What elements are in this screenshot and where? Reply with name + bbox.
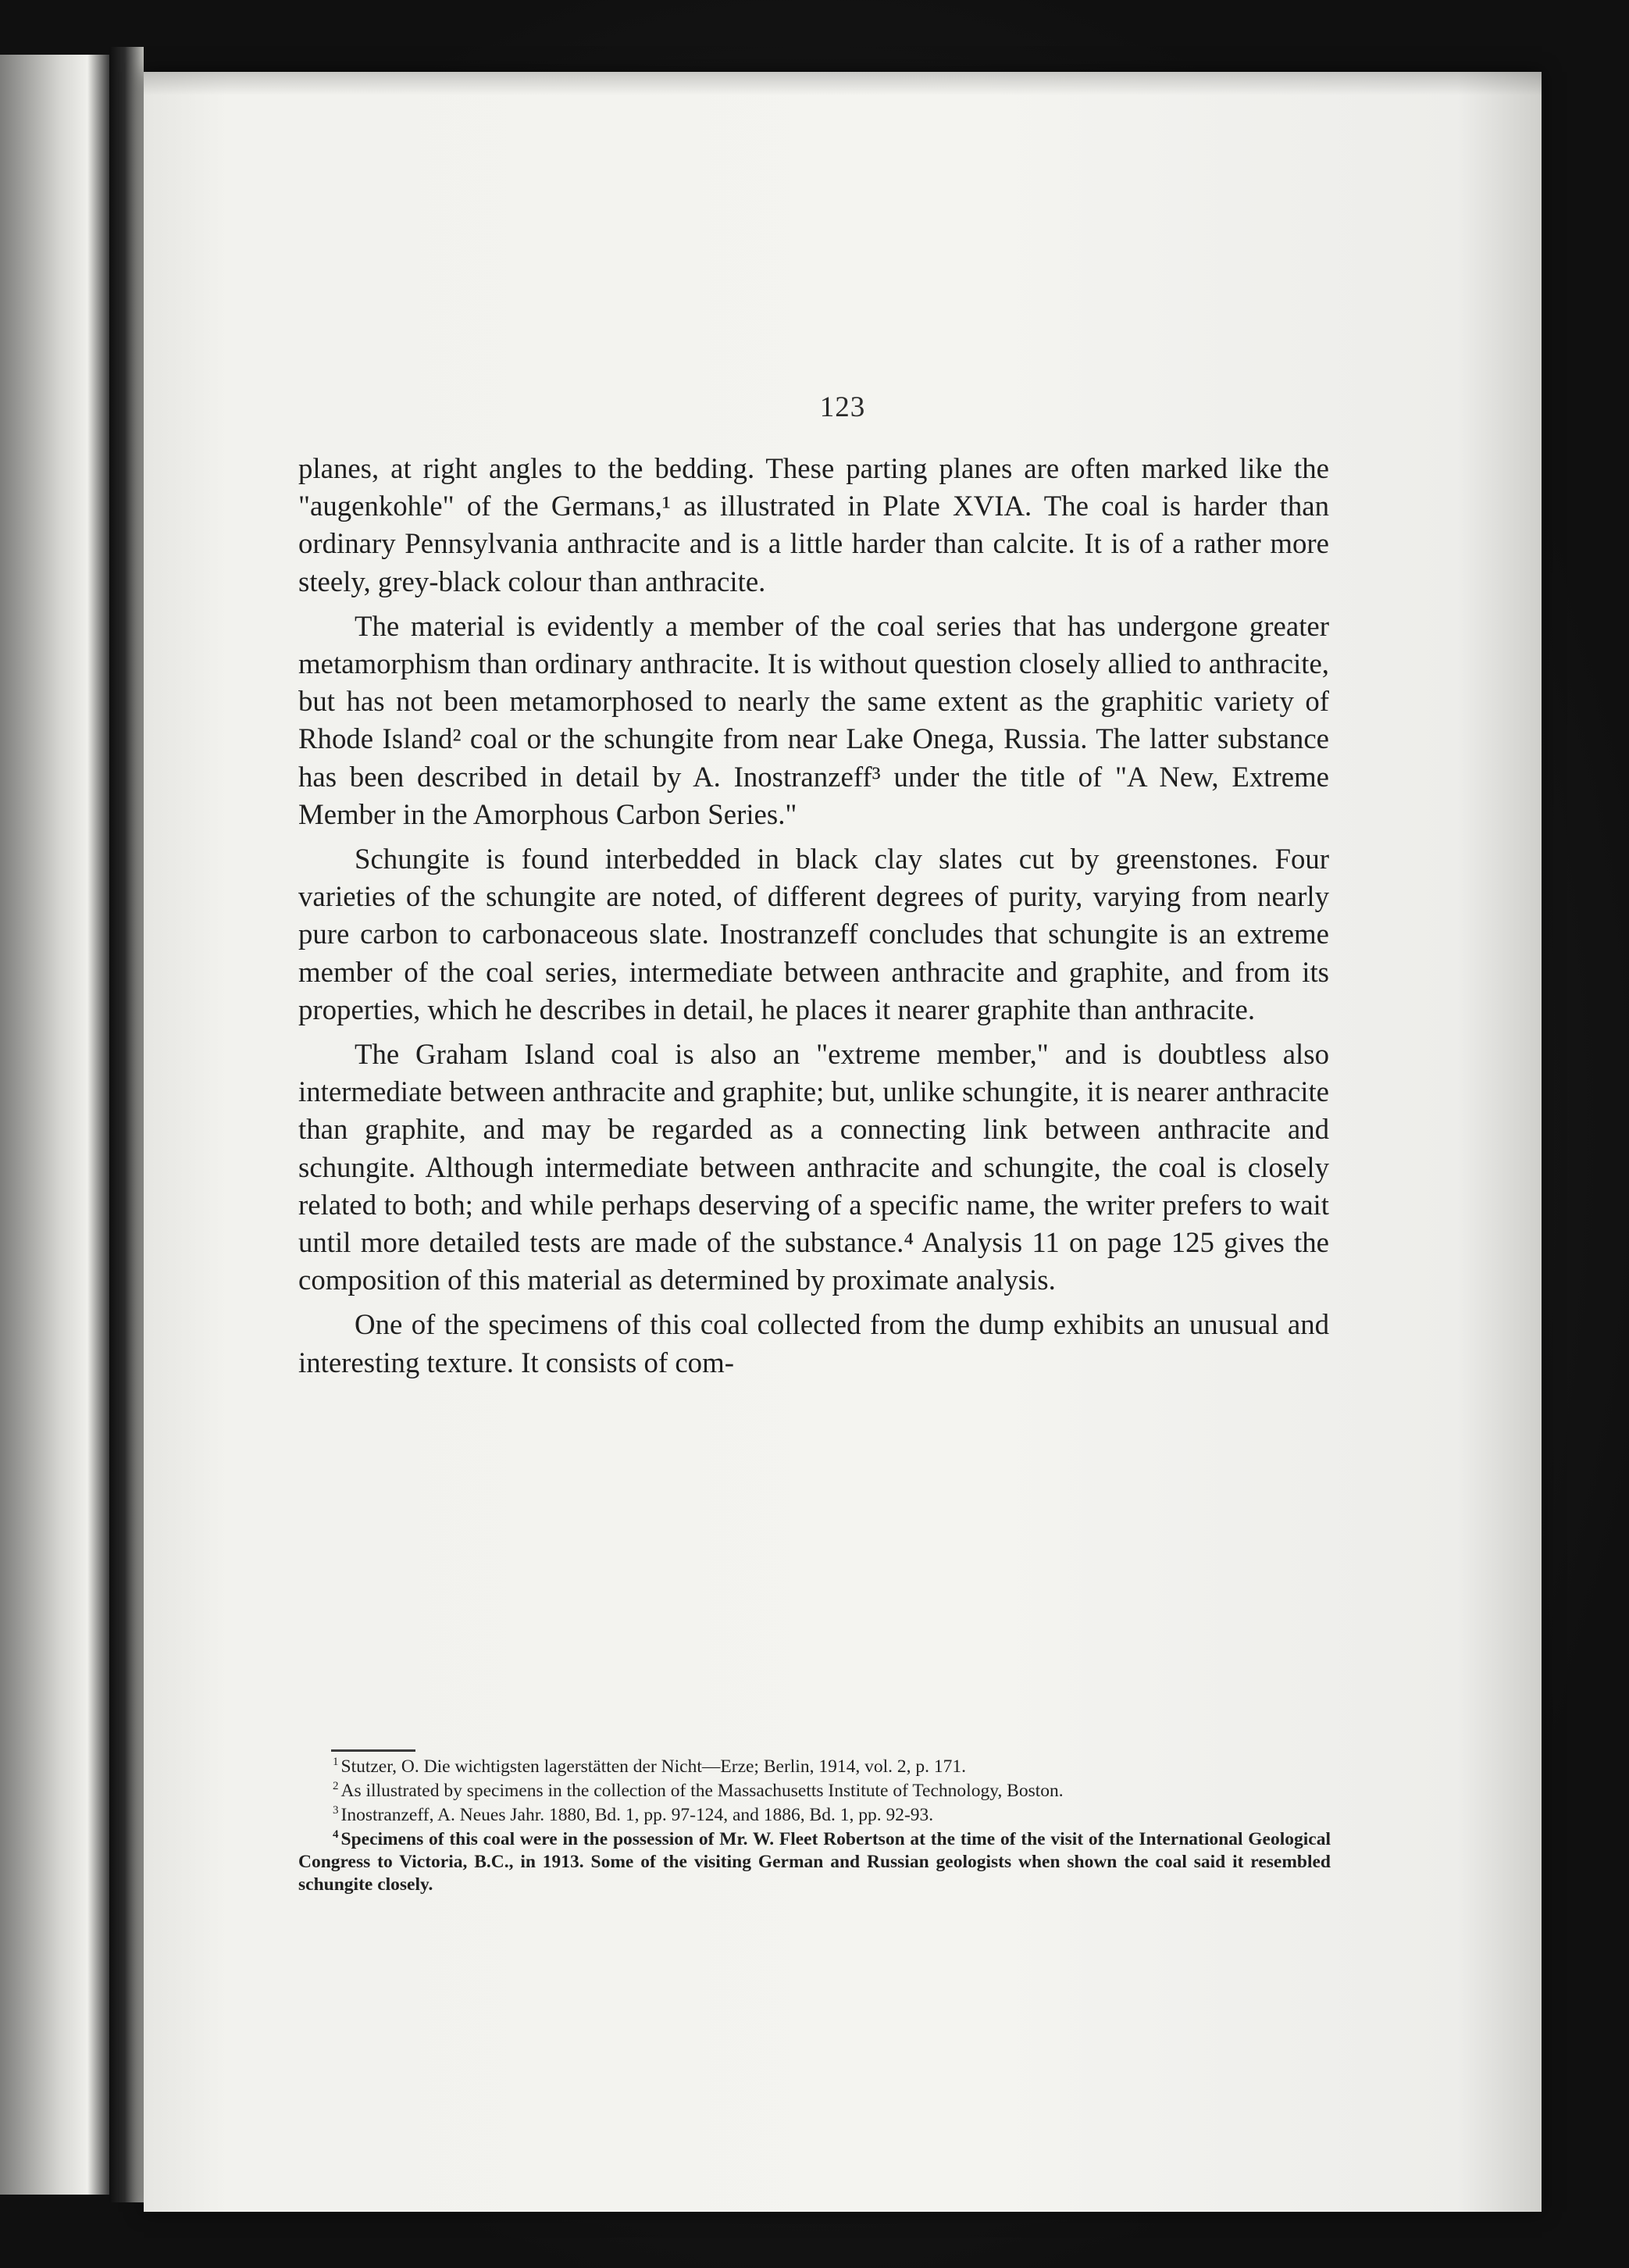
footnotes bbox=[298, 1756, 1331, 1898]
footnote-text: Specimens of this coal were in the possession of Mr. W. Fleet Robertson at the time of the visit of the International Geological Congress to Victoria, B.C., in 1913. Some of the visiting German and Russian geologists when shown the coal said it resembled schungite closely. bbox=[298, 1829, 1331, 1895]
paragraph: The material is evidently a member of the coal series that has undergone greater metamorphism than ordinary anthracite. It is without question closely allied to anthracite, but has not been metamorphosed to nearly the same extent as the graphitic variety of Rhode Island² coal or the schungite from near Lake Onega, Russia. The latter substance has been described in detail by A. Inostranzeff³ under the title of "A New, Extreme Member in the Amorphous Carbon Series." bbox=[298, 609, 1329, 830]
footnote-mark: 3 bbox=[333, 1804, 339, 1817]
facing-page-edge bbox=[0, 55, 109, 2195]
footnote-text: As illustrated by specimens in the collection of the Massachusetts Institute of Technology, Boston. bbox=[340, 1781, 1064, 1801]
footnote bbox=[298, 1780, 1331, 1803]
body-text bbox=[298, 450, 1329, 1389]
paragraph: planes, at right angles to the bedding. These parting planes are often marked like the "augenkohle" of the Germans,¹ as illustrated in Plate XVIA. The coal is harder than ordinary Pennsylvania anthracite and is a little harder than calcite. It is of a rather more steely, grey-black colour than anthracite. bbox=[298, 452, 1329, 597]
footnote bbox=[298, 1804, 1331, 1827]
page-top-shadow bbox=[144, 72, 1542, 95]
footnote-text: Stutzer, O. Die wichtigsten lagerstätten der Nicht—Erze; Berlin, 1914, vol. 2, p. 171. bbox=[340, 1756, 966, 1777]
footnote-divider bbox=[331, 1749, 415, 1752]
paragraph: The Graham Island coal is also an "extreme member," and is doubtless also intermediate between anthracite and graphite; but, unlike schungite, it is nearer anthracite than graphite, and may be regarded as a connecting link between anthracite and schungite. Although intermediate between anthracite and schungite, the coal is closely related to both; and while perhaps deserving of a specific name, the writer prefers to wait until more detailed tests are made of the substance.⁴ Analysis 11 on page 125 gives the composition of this material as determined by proximate analysis. bbox=[298, 1038, 1329, 1296]
footnote bbox=[298, 1756, 1331, 1778]
footnote-text: Inostranzeff, A. Neues Jahr. 1880, Bd. 1, pp. 97-124, and 1886, Bd. 1, pp. 92-93. bbox=[340, 1805, 934, 1825]
document-page bbox=[144, 72, 1542, 2212]
paragraph: Schungite is found interbedded in black clay slates cut by greenstones. Four varieties of the schungite are noted, of different degrees of purity, varying from nearly pure carbon to carbonaceous slate. Inostranzeff concludes that schungite is an extreme member of the coal series, intermediate between anthracite and graphite, and from its properties, which he describes in detail, he places it nearer graphite than anthracite. bbox=[298, 843, 1329, 1025]
book-spine bbox=[109, 47, 144, 2202]
footnote-mark: 4 bbox=[333, 1828, 339, 1842]
paragraph: One of the specimens of this coal collected from the dump exhibits an unusual and interesting texture. It consists of com- bbox=[298, 1308, 1329, 1378]
page-number: 123 bbox=[819, 391, 866, 423]
footnote-mark: 1 bbox=[333, 1756, 339, 1769]
footnote-mark: 2 bbox=[333, 1780, 339, 1793]
footnote bbox=[298, 1828, 1331, 1896]
